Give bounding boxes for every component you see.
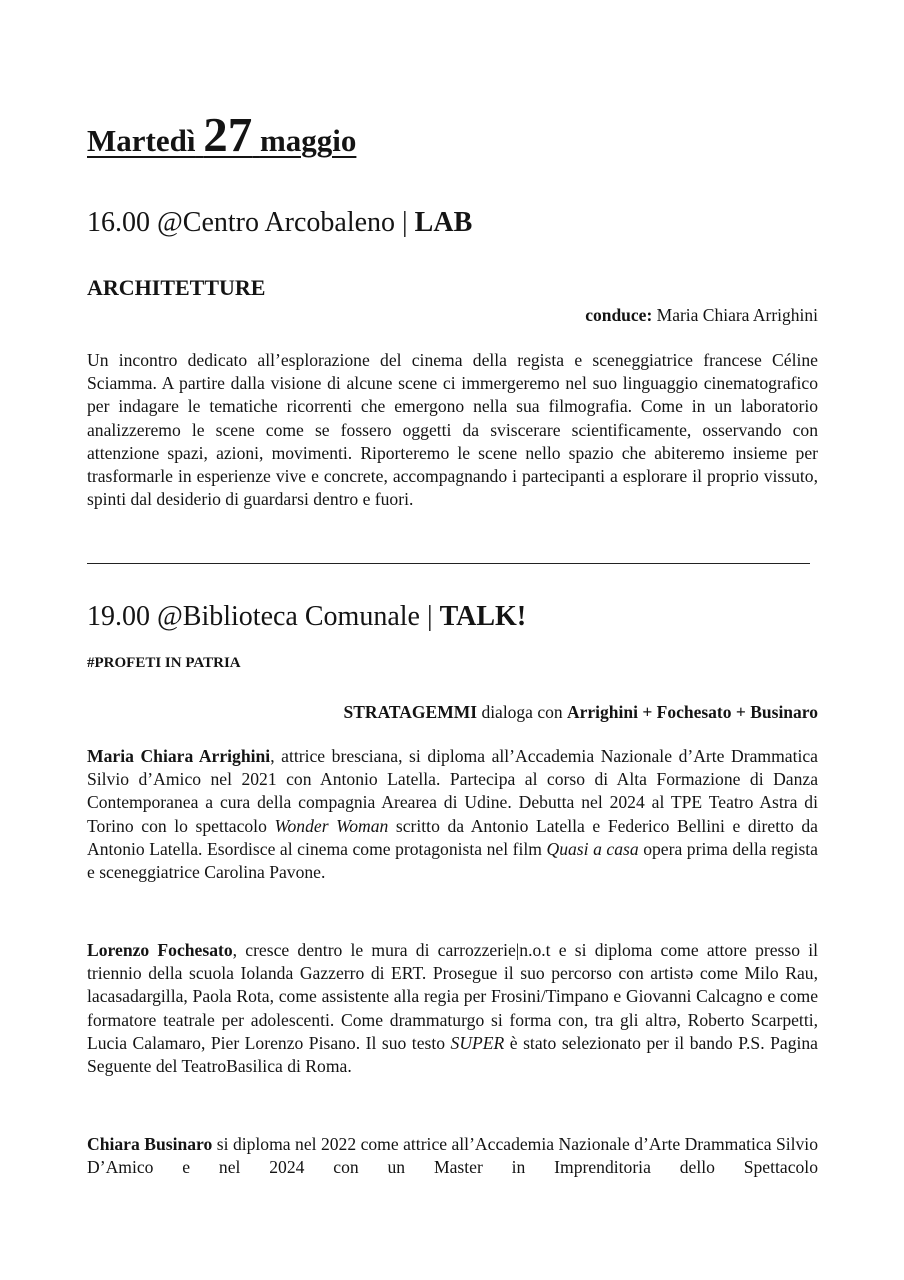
- dialog-names: Arrighini + Fochesato + Businaro: [566, 702, 818, 722]
- event-lab-type: LAB: [414, 207, 473, 238]
- bio-italic-title: Quasi a casa: [546, 838, 639, 859]
- event-talk-hashtag: #PROFETI IN PATRIA: [87, 655, 241, 671]
- bio-name: Maria Chiara Arrighini: [87, 746, 271, 766]
- conduce-line: [585, 305, 818, 326]
- dialog-lead: STRATAGEMMI: [343, 702, 478, 722]
- bio-businaro: [87, 1133, 818, 1179]
- conduce-name: Maria Chiara Arrighini: [656, 305, 818, 325]
- bio-name: Chiara Businaro: [87, 1134, 213, 1154]
- day-title: [87, 107, 357, 162]
- event-lab-description: Un incontro dedicato all’esplorazione del cinema della regista e sceneggiatrice francese Céline Sciamma. A partire dalla visione di alcune scene ci immergeremo nel suo linguaggio cinematografico per indagare le tematiche ricorrenti che emergono nella sua filmografia. Come in un laboratorio analizzeremo le scene come se fossero oggetti da sviscerare scientificamente, osservando con attenzione spazi, azioni, movimenti. Riporteremo le scene nello spazio che abiteremo insieme per trasformarle in esperienze vive e concrete, accompagnando i partecipanti a esplorare il proprio vissuto, spinti dal desiderio di guardarsi dentro e fuori.: [87, 350, 818, 510]
- bio-italic-title: Wonder Woman: [274, 815, 389, 836]
- day-prefix: Martedì: [87, 123, 196, 158]
- day-month: maggio: [259, 123, 357, 158]
- bio-fochesato: [87, 939, 818, 1078]
- section-divider: [87, 563, 810, 564]
- bio-text: è stato selezionato per il bando P.S. Pagina Seguente del TeatroBasilica di Roma.: [87, 1032, 818, 1077]
- event-lab-time-place: 16.00 @Centro Arcobaleno |: [87, 207, 415, 238]
- bio-text: , cresce dentro le mura di carrozzerie|n.o.t e si diploma come attore presso il triennio della scuola Iolanda Gazzerro di ERT. Prosegue il suo percorso con artistə come Milo Rau, lacasadargilla, Paola Rota, come assistente alla regia per Frosini/Timpano e Giovanni Calcagno e come formatore teatrale per adolescenti. Come drammaturgo si forma con, tra gli altrə, Roberto Scarpetti, Lucia Calamaro, Pier Lorenzo Pisano. Il suo testo: [87, 940, 819, 1053]
- event-talk-time-place: 19.00 @Biblioteca Comunale |: [87, 601, 440, 632]
- event-lab-header: [87, 209, 472, 237]
- bio-text: si diploma nel 2022 come attrice all’Accademia Nazionale d’Arte Drammatica Silvio D’Amico e nel 2024 con un Master in Imprenditoria dello Spettacolo: [87, 1134, 818, 1178]
- bio-italic-title: SUPER: [450, 1032, 505, 1053]
- event-lab-title: ARCHITETTURE: [87, 275, 266, 300]
- dialog-text: dialoga con: [477, 702, 567, 722]
- bio-text: scritto da Antonio Latella e Federico Bellini e diretto da Antonio Latella. Esordisce al cinema come protagonista nel film: [87, 815, 818, 859]
- bio-text: , attrice bresciana, si diploma all’Accademia Nazionale d’Arte Drammatica Silvio d’Amico nel 2021 con Antonio Latella. Partecipa al corso di Alta Formazione di Danza Contemporanea a cura della compagnia Arearea di Udine. Debutta nel 2024 al TPE Teatro Astra di Torino con lo spettacolo: [87, 746, 818, 836]
- bio-arrighini: [87, 745, 818, 884]
- bio-text: opera prima della regista e sceneggiatrice Carolina Pavone.: [87, 838, 818, 883]
- conduce-label: conduce:: [585, 305, 653, 325]
- event-talk-type: TALK!: [439, 601, 527, 632]
- day-number: 27: [203, 107, 253, 162]
- event-talk-header: [87, 603, 526, 631]
- dialog-line: [344, 702, 818, 723]
- bio-name: Lorenzo Fochesato: [87, 940, 233, 960]
